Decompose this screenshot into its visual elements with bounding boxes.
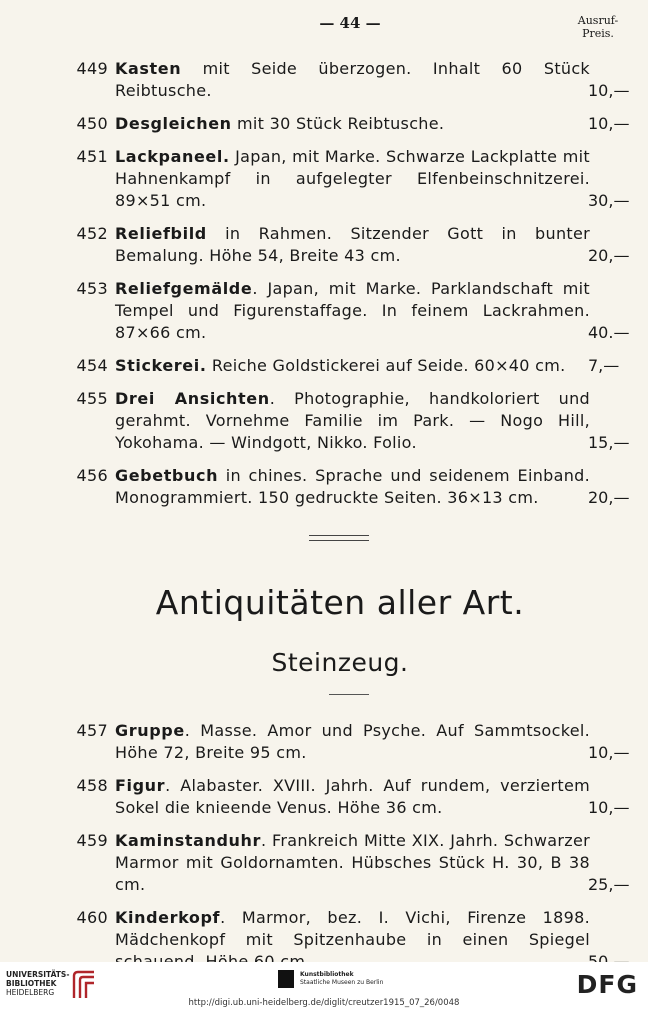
lot-number: 459 <box>76 831 108 850</box>
section-title: Antiquitäten aller Art. <box>155 583 525 622</box>
lot-description <box>115 388 590 454</box>
ub-line3: HEIDELBERG <box>6 988 55 997</box>
lot-entry <box>0 388 648 454</box>
lot-description <box>115 465 590 509</box>
section-subtitle: Steinzeug. <box>271 648 409 677</box>
page-number: — 44 — <box>319 14 381 32</box>
lot-details: Japan, mit Marke. Schwarze Lackplatte mit Hahnenkampf in aufgelegter Elfenbeinschnitzerei. 89×51 cm. <box>115 147 590 210</box>
lot-description <box>115 58 590 102</box>
lot-description <box>115 830 590 896</box>
kb-line2: Staatliche Museen zu Berlin <box>300 979 384 986</box>
lot-number: 460 <box>76 908 108 927</box>
lot-number: 457 <box>76 721 108 740</box>
lot-details: . Marmor, bez. I. Vichi, Firenze 1898. Mädchenkopf mit Spitzenhaube in einen Spiegel <box>115 908 590 949</box>
subtitle-rule <box>329 694 369 695</box>
lot-number: 449 <box>76 59 108 78</box>
kunstbibliothek-emblem-icon <box>278 970 294 988</box>
lot-price: 40.— <box>588 323 630 342</box>
lot-details: in Rahmen. Sitzender Gott in bunter Bemalung. Höhe 54, Breite 43 cm. <box>115 224 590 265</box>
source-url[interactable]: http://digi.ub.uni-heidelberg.de/diglit/creutzer1915_07_26/0048 <box>188 998 460 1008</box>
lot-details: . Frankreich Mitte XIX. Jahrh. Schwarzer Marmor mit Goldornamten. Hübsches Stück H. 30, B 38 cm. <box>115 831 590 894</box>
lot-title: Gruppe <box>115 721 185 740</box>
lot-description <box>115 775 590 819</box>
ub-emblem-icon <box>70 970 98 1000</box>
lot-price: 25,— <box>588 875 630 894</box>
price-column-heading <box>568 14 628 40</box>
lot-title: Stickerei. <box>115 356 207 375</box>
lot-entry <box>0 775 648 819</box>
price-heading-line1: Ausruf- <box>577 14 619 27</box>
lot-list-top <box>0 58 648 520</box>
lot-number: 458 <box>76 776 108 795</box>
lot-title: Reliefgemälde <box>115 279 253 298</box>
digitization-footer <box>0 962 648 1010</box>
lot-title: Kinderkopf <box>115 908 221 927</box>
kunstbibliothek-logo[interactable] <box>278 970 398 992</box>
lot-details: . Photographie, handkoloriert und gerahmt. Vornehme Familie im Park. — Nogo Hill, Yokohama. — Windgott, Nikko. Folio. <box>115 389 590 452</box>
lot-title: Drei Ansichten <box>115 389 270 408</box>
lot-description <box>115 146 590 212</box>
lot-price: 20,— <box>588 488 630 507</box>
lot-entry <box>0 278 648 344</box>
lot-entry <box>0 223 648 267</box>
price-heading-line2: Preis. <box>582 27 614 40</box>
lot-price: 10,— <box>588 743 630 762</box>
lot-number: 451 <box>76 147 108 166</box>
lot-entry <box>0 58 648 102</box>
lot-number: 455 <box>76 389 108 408</box>
dfg-logo[interactable]: DFG <box>576 970 638 999</box>
lot-description <box>115 355 590 377</box>
lot-entry <box>0 113 648 135</box>
lot-title: Gebetbuch <box>115 466 219 485</box>
lot-price: 15,— <box>588 433 630 452</box>
lot-price: 10,— <box>588 81 630 100</box>
lot-details: mit 30 Stück Reibtusche. <box>231 114 445 133</box>
lot-entry <box>0 720 648 764</box>
lot-price: 7,— <box>588 356 620 375</box>
ub-line2: BIBLIOTHEK <box>6 979 57 988</box>
lot-number: 454 <box>76 356 108 375</box>
lot-price: 20,— <box>588 246 630 265</box>
lot-number: 450 <box>76 114 108 133</box>
lot-price: 10,— <box>588 114 630 133</box>
lot-entry <box>0 830 648 896</box>
lot-description <box>115 278 590 344</box>
lot-number: 452 <box>76 224 108 243</box>
lot-entry <box>0 355 648 377</box>
lot-description <box>115 720 590 764</box>
lot-title: Figur <box>115 776 166 795</box>
lot-price: 30,— <box>588 191 630 210</box>
lot-number: 453 <box>76 279 108 298</box>
lot-title: Lackpaneel. <box>115 147 230 166</box>
lot-description <box>115 223 590 267</box>
lot-details: mit Seide überzogen. Inhalt 60 Stück Reibtusche. <box>115 59 590 100</box>
lot-entry <box>0 146 648 212</box>
lot-details: . Alabaster. XVIII. Jahrh. Auf rundem, verziertem Sokel die knieende Venus. Höhe 36 cm. <box>115 776 590 817</box>
lot-title: Kasten <box>115 59 182 78</box>
lot-details: in chines. Sprache und seidenem Einband. Monogrammiert. 150 gedruckte Seiten. 36×13 cm. <box>115 466 590 507</box>
lot-price: 10,— <box>588 798 630 817</box>
lot-entry <box>0 465 648 509</box>
page-header <box>0 12 648 42</box>
lot-details: Reiche Goldstickerei auf Seide. 60×40 cm. <box>206 356 566 375</box>
lot-description <box>115 113 590 135</box>
kb-line1: Kunstbibliothek <box>300 971 354 978</box>
lot-title: Desgleichen <box>115 114 232 133</box>
lot-details: . Masse. Amor und Psyche. Auf Sammtsockel. Höhe 72, Breite 95 cm. <box>115 721 590 762</box>
lot-number: 456 <box>76 466 108 485</box>
lot-list-bottom <box>0 720 648 984</box>
lot-details: . Japan, mit Marke. Parklandschaft mit Tempel und Figurenstaffage. In feinem Lackrahmen. 87×66 cm. <box>115 279 590 342</box>
ub-line1: UNIVERSITÄTS- <box>6 970 70 979</box>
lot-title: Kaminstanduhr <box>115 831 262 850</box>
kunstbibliothek-text <box>300 971 400 987</box>
ub-logo-text <box>6 970 68 997</box>
lot-title: Reliefbild <box>115 224 207 243</box>
section-divider <box>309 535 369 541</box>
